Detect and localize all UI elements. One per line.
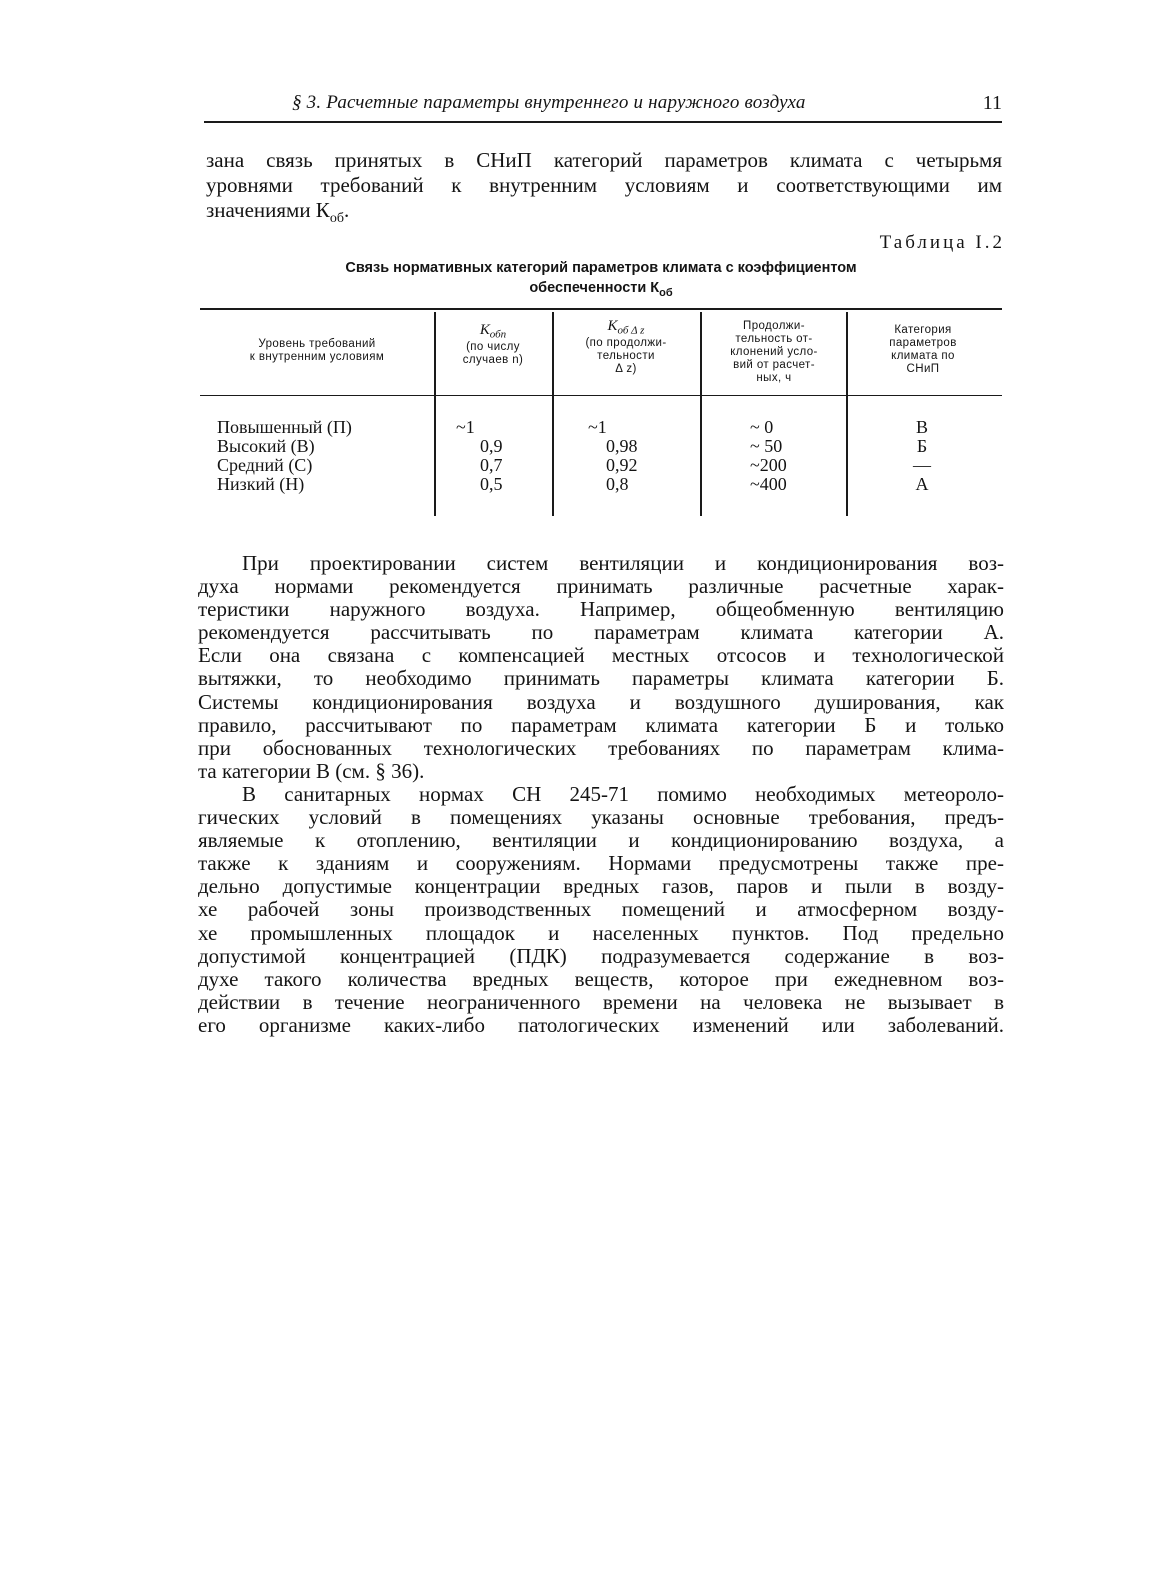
header-line: Δ z) [615, 363, 637, 376]
intro-line [206, 198, 1002, 231]
k-subscript: обп [489, 328, 507, 341]
header-symbol [556, 320, 696, 337]
row-duration: ~200 [750, 455, 787, 475]
text-line: та категории В (см. § 36). [198, 758, 425, 783]
header-duration [706, 320, 842, 385]
table-label: Таблица I.2 [879, 232, 1005, 253]
intro-line: уровнями требований к внутренним условиям и соответствующими им [206, 173, 1002, 197]
header-symbol [438, 324, 548, 341]
table-top-rule [200, 308, 1002, 310]
header-line: вий от расчет- [733, 359, 815, 371]
header-line: параметров [889, 337, 957, 349]
header-line: случаев n) [462, 354, 524, 367]
text-line: хе рабочей зоны производственных помещений и атмосферном возду- [198, 897, 1004, 922]
text-line: допустимой концентрацией (ПДК) подразумевается содержание в воз- [198, 943, 1004, 968]
intro-subscript: об [329, 211, 344, 227]
intro-line-text: значениями К [206, 198, 330, 222]
text-line: действии в течение неограниченного времени на человека не вызывает в [198, 989, 1004, 1014]
data-table [200, 308, 1002, 520]
row-k-z: 0,8 [606, 474, 629, 494]
text-line: при обоснованных технологических требованиях по параметрам клима- [198, 735, 1004, 760]
text-line: духе такого количества вредных веществ, которое при ежедневном воз- [198, 966, 1004, 991]
header-line: к внутренним условиям [249, 351, 385, 363]
header-line: климата по [891, 350, 955, 362]
row-k-z: 0,92 [606, 455, 638, 475]
table-header-rule [200, 395, 1002, 396]
row-k-z: 0,98 [606, 436, 638, 456]
row-level: Высокий (В) [217, 436, 315, 456]
header-line: Категория [894, 324, 952, 336]
header-line: (по числу [466, 341, 520, 354]
text-line: его организме каких-либо патологических изменений или заболеваний. [198, 1012, 1004, 1037]
row-k-z: ~1 [588, 417, 607, 437]
page-number: 11 [982, 92, 1002, 114]
column-divider [434, 312, 436, 516]
intro-period: . [343, 198, 350, 222]
header-line: ных, ч [756, 372, 792, 384]
row-category: А [915, 474, 929, 494]
header-line: тельности [597, 350, 655, 363]
running-title: § 3. Расчетные параметры внутреннего и наружного воздуха [292, 92, 806, 113]
header-line: Продолжи- [743, 320, 805, 332]
paragraph [198, 552, 1004, 783]
header-line: (по продолжи- [585, 337, 667, 350]
column-divider [700, 312, 702, 516]
running-header [204, 92, 1002, 122]
row-k-n: ~1 [456, 417, 475, 437]
text-line: Системы кондиционирования воздуха и воздушного душирования, как [198, 689, 1004, 714]
table-caption [200, 258, 1002, 303]
row-level: Средний (С) [217, 455, 313, 475]
row-duration: ~ 50 [750, 436, 783, 456]
text-line: теристики наружного воздуха. Например, общеобменную вентиляцию [198, 597, 1004, 622]
caption-line [200, 278, 1002, 303]
header-category [850, 324, 996, 376]
row-k-n: 0,5 [480, 474, 503, 494]
row-category: — [913, 455, 931, 475]
row-duration: ~400 [750, 474, 787, 494]
text-line: вытяжки, то необходимо принимать параметры климата категории Б. [198, 666, 1004, 691]
row-k-n: 0,9 [480, 436, 503, 456]
caption-line: Связь нормативных категорий параметров климата с коэффициентом [345, 260, 857, 276]
k-symbol: К [607, 318, 618, 334]
column-divider [552, 312, 554, 516]
caption-subscript: об [659, 286, 673, 299]
text-line: В санитарных нормах СН 245-71 помимо необходимых метеороло- [242, 781, 1004, 806]
intro-paragraph [206, 148, 1002, 231]
text-line: При проектировании систем вентиляции и кондиционирования воз- [242, 551, 1004, 575]
caption-text: обеспеченности К [529, 280, 660, 296]
column-divider [846, 312, 848, 516]
row-duration: ~ 0 [750, 417, 774, 437]
k-symbol: К [479, 322, 490, 338]
header-line: Уровень требований [258, 338, 376, 350]
text-line: духа нормами рекомендуется принимать различные расчетные харак- [198, 574, 1004, 599]
row-k-n: 0,7 [480, 455, 503, 475]
header-rule [204, 121, 1002, 123]
text-line: Если она связана с компенсацией местных отсосов и технологической [198, 643, 1004, 668]
intro-line: зана связь принятых в СНиП категорий параметров климата с четырьмя [206, 148, 1002, 172]
row-level: Низкий (Н) [217, 474, 305, 494]
header-line: клонений усло- [730, 346, 818, 358]
k-subscript: об Δ z [617, 324, 645, 337]
header-line: СНиП [906, 363, 940, 375]
header-line: тельность от- [735, 333, 813, 345]
row-level: Повышенный (П) [217, 417, 352, 437]
paragraph [198, 783, 1004, 1037]
header-level [206, 338, 428, 364]
header-k-n [438, 324, 548, 367]
body-text [198, 552, 1004, 1037]
row-category: Б [916, 436, 928, 456]
text-line: также к зданиям и сооружениям. Нормами предусмотрены также пре- [198, 851, 1004, 876]
text-line: гических условий в помещениях указаны основные требования, предъ- [198, 805, 1004, 830]
row-category: В [915, 417, 928, 437]
text-line: рекомендуется рассчитывать по параметрам климата категории А. [198, 620, 1004, 645]
text-line: являемые к отоплению, вентиляции и кондиционированию воздуха, а [198, 828, 1004, 853]
text-line: правило, рассчитывают по параметрам климата категории Б и только [198, 712, 1004, 737]
text-line: хе промышленных площадок и населенных пунктов. Под предельно [198, 920, 1004, 945]
header-k-z [556, 320, 696, 376]
text-line: дельно допустимые концентрации вредных газов, паров и пыли в возду- [198, 874, 1004, 899]
